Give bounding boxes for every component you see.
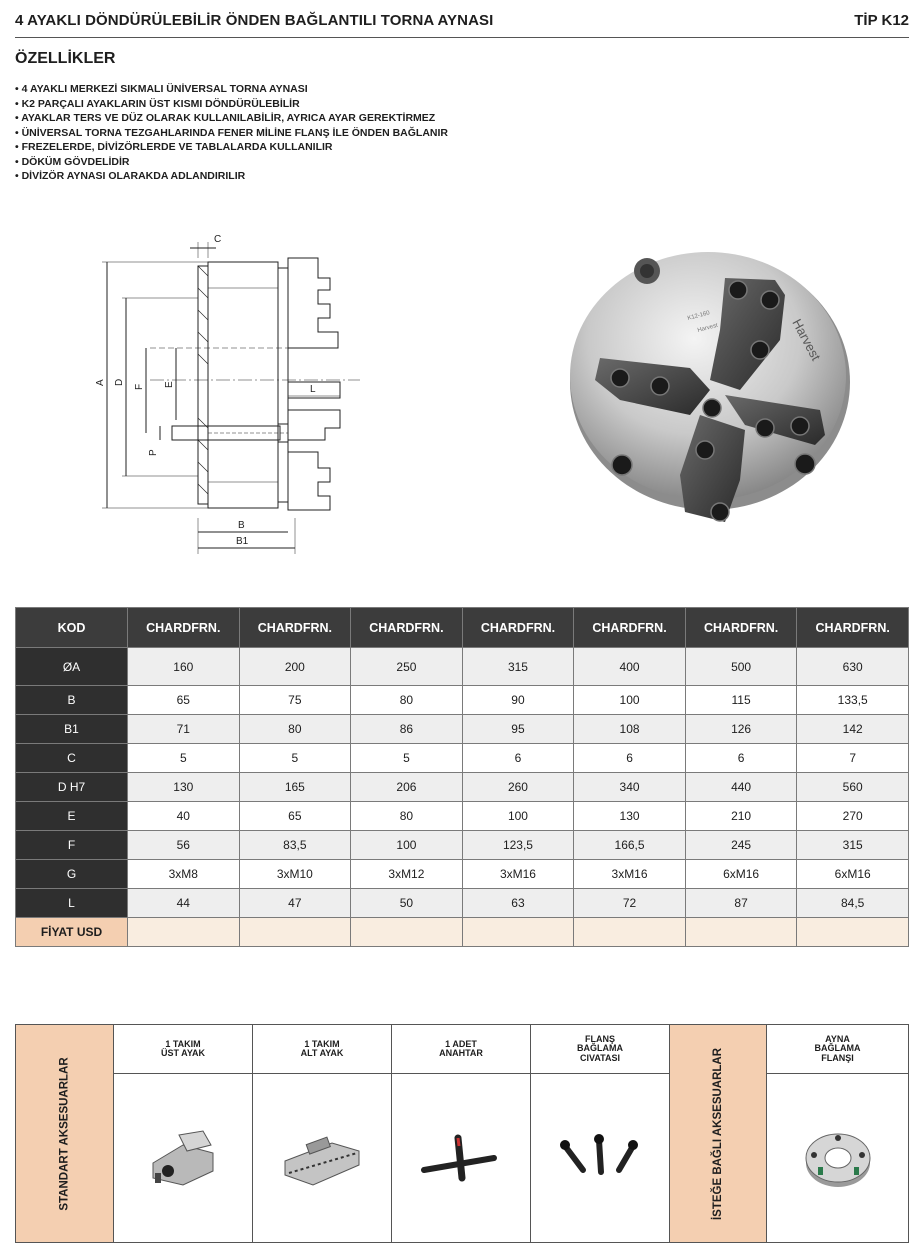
dim-label-e: E [164, 381, 175, 388]
technical-drawing [90, 228, 370, 558]
table-cell: 3xM16 [574, 860, 686, 889]
product-type: TİP K12 [854, 12, 909, 29]
feature-item: • DİVİZÖR AYNASI OLARAKDA ADLANDIRILIR [15, 169, 448, 184]
price-cell [462, 918, 574, 947]
row-label: E [16, 802, 128, 831]
feature-item: • K2 PARÇALI AYAKLARIN ÜST KISMI DÖNDÜRÜLEBİLİR [15, 97, 448, 112]
table-cell: 100 [574, 686, 686, 715]
row-label: F [16, 831, 128, 860]
table-cell: 126 [685, 715, 797, 744]
table-cell: 270 [797, 802, 909, 831]
table-cell: 44 [128, 889, 240, 918]
column-header: CHARDFRN. [351, 608, 463, 648]
table-cell: 133,5 [797, 686, 909, 715]
table-cell: 108 [574, 715, 686, 744]
table-cell: 63 [462, 889, 574, 918]
column-header: CHARDFRN. [462, 608, 574, 648]
table-cell: 400 [574, 648, 686, 686]
price-cell [574, 918, 686, 947]
table-cell: 65 [239, 802, 351, 831]
table-cell: 40 [128, 802, 240, 831]
table-cell: 50 [351, 889, 463, 918]
dim-label-d: D [114, 378, 125, 386]
table-cell: 83,5 [239, 831, 351, 860]
table-cell: 6 [685, 744, 797, 773]
photo-brand: Harvest [789, 316, 824, 363]
table-cell: 245 [685, 831, 797, 860]
table-row [16, 648, 909, 686]
table-cell: 206 [351, 773, 463, 802]
table-cell: 340 [574, 773, 686, 802]
chuck-key-icon [416, 1128, 506, 1188]
features-list [15, 82, 448, 184]
table-row [16, 744, 909, 773]
accessory-top-jaw: 1 TAKIM ÜST AYAK [114, 1025, 253, 1242]
table-cell: 165 [239, 773, 351, 802]
dim-label-b1: B1 [236, 536, 249, 547]
top-jaw-icon [143, 1123, 223, 1193]
spec-table [15, 607, 909, 947]
column-header: CHARDFRN. [685, 608, 797, 648]
price-cell [128, 918, 240, 947]
table-cell: 6 [462, 744, 574, 773]
table-cell: 160 [128, 648, 240, 686]
price-row [16, 918, 909, 947]
table-cell: 166,5 [574, 831, 686, 860]
table-cell: 7 [797, 744, 909, 773]
table-cell: 315 [797, 831, 909, 860]
row-label: G [16, 860, 128, 889]
table-row [16, 802, 909, 831]
table-cell: 75 [239, 686, 351, 715]
dim-label-b: B [238, 520, 245, 531]
table-cell: 123,5 [462, 831, 574, 860]
table-cell: 210 [685, 802, 797, 831]
table-cell: 5 [351, 744, 463, 773]
table-cell: 5 [128, 744, 240, 773]
row-label: ØA [16, 648, 128, 686]
table-cell: 500 [685, 648, 797, 686]
table-cell: 130 [128, 773, 240, 802]
table-cell: 72 [574, 889, 686, 918]
page-title: 4 AYAKLI DÖNDÜRÜLEBİLİR ÖNDEN BAĞLANTILI TORNA AYNASI [15, 12, 494, 29]
price-cell [351, 918, 463, 947]
feature-item: • ÜNİVERSAL TORNA TEZGAHLARINDA FENER MİLİNE FLANŞ İLE ÖNDEN BAĞLANIR [15, 126, 448, 141]
table-row [16, 889, 909, 918]
table-cell: 80 [239, 715, 351, 744]
table-cell: 71 [128, 715, 240, 744]
table-cell: 65 [128, 686, 240, 715]
row-label: B1 [16, 715, 128, 744]
table-row [16, 686, 909, 715]
chuck-photo [560, 250, 860, 540]
table-row [16, 860, 909, 889]
column-header: CHARDFRN. [239, 608, 351, 648]
table-cell: 440 [685, 773, 797, 802]
row-label: D H7 [16, 773, 128, 802]
column-header: CHARDFRN. [797, 608, 909, 648]
page-header [15, 10, 909, 38]
table-cell: 250 [351, 648, 463, 686]
price-label: FİYAT USD [16, 918, 128, 947]
bolt-icon [555, 1128, 645, 1188]
row-label: B [16, 686, 128, 715]
column-header: CHARDFRN. [574, 608, 686, 648]
accessory-chuck-key: 1 ADET ANAHTAR [392, 1025, 531, 1242]
price-cell [797, 918, 909, 947]
feature-item: • DÖKÜM GÖVDELİDİR [15, 155, 448, 170]
feature-item: • AYAKLAR TERS VE DÜZ OLARAK KULLANILABİLİR, AYRICA AYAR GEREKTİRMEZ [15, 111, 448, 126]
feature-item: • 4 AYAKLI MERKEZİ SIKMALI ÜNİVERSAL TORNA AYNASI [15, 82, 448, 97]
standard-accessories-label: STANDART AKSESUARLAR [16, 1025, 114, 1242]
table-cell: 56 [128, 831, 240, 860]
table-cell: 3xM16 [462, 860, 574, 889]
accessories-panel [15, 1024, 909, 1243]
table-cell: 90 [462, 686, 574, 715]
photo-engraving-2: Harvest [696, 322, 719, 334]
table-cell: 3xM12 [351, 860, 463, 889]
table-cell: 80 [351, 802, 463, 831]
table-cell: 115 [685, 686, 797, 715]
table-cell: 47 [239, 889, 351, 918]
dim-label-c: C [214, 234, 222, 245]
table-cell: 560 [797, 773, 909, 802]
table-cell: 86 [351, 715, 463, 744]
column-header-kod: KOD [16, 608, 128, 648]
bottom-jaw-icon [277, 1123, 367, 1193]
table-row [16, 715, 909, 744]
price-cell [685, 918, 797, 947]
table-cell: 3xM10 [239, 860, 351, 889]
dim-label-f: F [134, 383, 145, 390]
optional-accessories-label: İSTEĞE BAĞLI AKSESUARLAR [670, 1025, 767, 1242]
row-label: L [16, 889, 128, 918]
table-cell: 6xM16 [685, 860, 797, 889]
table-cell: 6 [574, 744, 686, 773]
table-cell: 260 [462, 773, 574, 802]
accessory-bottom-jaw: 1 TAKIM ALT AYAK [253, 1025, 392, 1242]
accessory-flange-bolt: FLANŞ BAĞLAMA CIVATASI [531, 1025, 670, 1242]
dim-label-l: L [310, 384, 316, 395]
table-cell: 80 [351, 686, 463, 715]
table-header-row [16, 608, 909, 648]
accessory-chuck-flange: AYNA BAĞLAMA FLANŞI [767, 1025, 908, 1242]
table-row [16, 831, 909, 860]
table-cell: 315 [462, 648, 574, 686]
table-cell: 142 [797, 715, 909, 744]
flange-icon [798, 1123, 878, 1193]
dim-label-a: A [95, 379, 106, 386]
table-cell: 95 [462, 715, 574, 744]
table-cell: 3xM8 [128, 860, 240, 889]
row-label: C [16, 744, 128, 773]
table-cell: 5 [239, 744, 351, 773]
table-cell: 6xM16 [797, 860, 909, 889]
table-cell: 100 [462, 802, 574, 831]
table-row [16, 773, 909, 802]
photo-engraving-1: K12-160 [686, 310, 711, 322]
table-cell: 87 [685, 889, 797, 918]
feature-item: • FREZELERDE, DİVİZÖRLERDE VE TABLALARDA KULLANILIR [15, 140, 448, 155]
table-cell: 200 [239, 648, 351, 686]
price-cell [239, 918, 351, 947]
column-header: CHARDFRN. [128, 608, 240, 648]
table-cell: 130 [574, 802, 686, 831]
table-cell: 84,5 [797, 889, 909, 918]
dim-label-p: P [148, 449, 159, 456]
table-cell: 100 [351, 831, 463, 860]
features-title: ÖZELLİKLER [15, 50, 116, 67]
table-cell: 630 [797, 648, 909, 686]
